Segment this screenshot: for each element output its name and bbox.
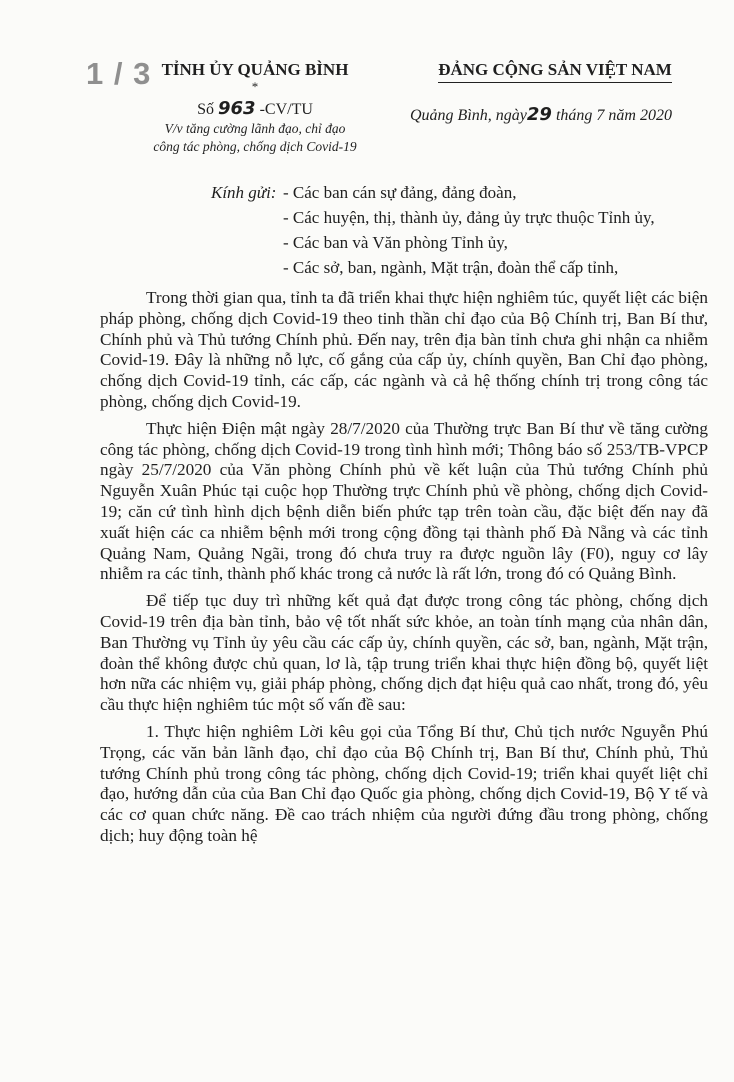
subject-line-2: công tác phòng, chống dịch Covid-19	[153, 139, 357, 154]
doc-number-suffix: -CV/TU	[259, 101, 313, 118]
recipient-row	[211, 205, 655, 230]
recipient-row	[211, 255, 655, 280]
body-paragraph: Thực hiện Điện mật ngày 28/7/2020 của Thường trực Ban Bí thư về tăng cường công tác phòng, chống dịch Covid-19 trong tình hình mới; Thông báo số 253/TB-VPCP ngày 25/7/2020 của Văn phòng Chính phủ về kết luận của Thủ tướng Chính phủ Nguyễn Xuân Phúc tại cuộc họp Thường trực Chính phủ về phòng, chống dịch Covid-19; căn cứ tình hình dịch bệnh diễn biến phức tạp trên toàn cầu, đặc biệt đến nay đã xuất hiện các ca nhiễm bệnh mới trong cộng đồng tại thành phố Đà Nẵng và các tỉnh Quảng Nam, Quảng Ngãi, trong đó chưa truy ra được nguồn lây (F0), nguy cơ lây nhiễm ra các tỉnh, thành phố khác trong cả nước là rất lớn, trong đó có Quảng Bình.	[100, 418, 708, 584]
recipient-row	[211, 230, 655, 255]
document-number	[135, 98, 375, 119]
party-name: ĐẢNG CỘNG SẢN VIỆT NAM	[438, 60, 672, 83]
recipients-block	[211, 180, 655, 280]
party-block	[400, 60, 710, 83]
recipient-item: - Các ban và Văn phòng Tỉnh ủy,	[283, 233, 508, 252]
body-paragraph: Để tiếp tục duy trì những kết quả đạt được trong công tác phòng, chống dịch Covid-19 trên địa bàn tỉnh, bảo vệ tốt nhất sức khỏe, an toàn tính mạng của nhân dân, Ban Thường vụ Tỉnh ủy yêu cầu các cấp ủy, chính quyền, các sở, ban, ngành, Mặt trận, đoàn thể không được chủ quan, lơ là, tập trung triển khai thực hiện đồng bộ, quyết liệt hơn nữa các nhiệm vụ, giải pháp phòng, chống dịch đạt hiệu quả cao nhất, trong đó, yêu cầu thực hiện nghiêm túc một số vấn đề sau:	[100, 591, 708, 715]
page-counter: 1 / 3	[86, 56, 152, 91]
recipient-item: - Các ban cán sự đảng, đảng đoàn,	[283, 183, 517, 202]
recipients-label: Kính gửi:	[211, 183, 277, 202]
date-day-handwritten: 29	[526, 104, 552, 125]
doc-number-handwritten: 963	[218, 98, 256, 119]
body-paragraph: Trong thời gian qua, tỉnh ta đã triển khai thực hiện nghiêm túc, quyết liệt các biện pháp phòng, chống dịch Covid-19 theo tinh thần chỉ đạo của Bộ Chính trị, Ban Bí thư, Chính phủ và Thủ tướng Chính phủ. Đến nay, trên địa bàn tỉnh chưa ghi nhận ca nhiễm Covid-19. Đây là những nỗ lực, cố gắng của cấp ủy, chính quyền, Ban Chỉ đạo phòng, chống dịch Covid-19 tỉnh, các cấp, các ngành và cả hệ thống chính trị trong công tác phòng, chống dịch Covid-19.	[100, 288, 708, 411]
body-paragraph: 1. Thực hiện nghiêm Lời kêu gọi của Tổng Bí thư, Chủ tịch nước Nguyễn Phú Trọng, các văn bản lãnh đạo, chỉ đạo của Bộ Chính trị, Ban Bí thư, Chính phủ, Thủ tướng Chính phủ trong công tác phòng, chống dịch Covid-19; triển khai quyết liệt chỉ đạo, hướng dẫn của của Ban Chỉ đạo Quốc gia phòng, chống dịch Covid-19, Bộ Y tế và các cơ quan chức năng. Đề cao trách nhiệm của người đứng đầu trong phòng, chống dịch; huy động toàn hệ	[100, 721, 708, 845]
subject-line-1: V/v tăng cường lãnh đạo, chỉ đạo	[164, 121, 346, 136]
recipient-row	[211, 180, 655, 205]
date-prefix: Quảng Bình, ngày	[410, 107, 527, 124]
date-suffix: tháng 7 năm 2020	[555, 107, 672, 124]
place-date	[410, 104, 672, 125]
issuer-name: TỈNH ỦY QUẢNG BÌNH	[161, 60, 349, 79]
recipient-item: - Các sở, ban, ngành, Mặt trận, đoàn thể cấp tỉnh,	[283, 258, 619, 277]
recipient-item: - Các huyện, thị, thành ủy, đảng ủy trực thuộc Tỉnh ủy,	[283, 208, 655, 227]
issuer-block	[135, 60, 375, 155]
star-mark: *	[251, 79, 259, 94]
document-body	[100, 288, 708, 853]
doc-number-prefix: Số	[197, 101, 214, 118]
